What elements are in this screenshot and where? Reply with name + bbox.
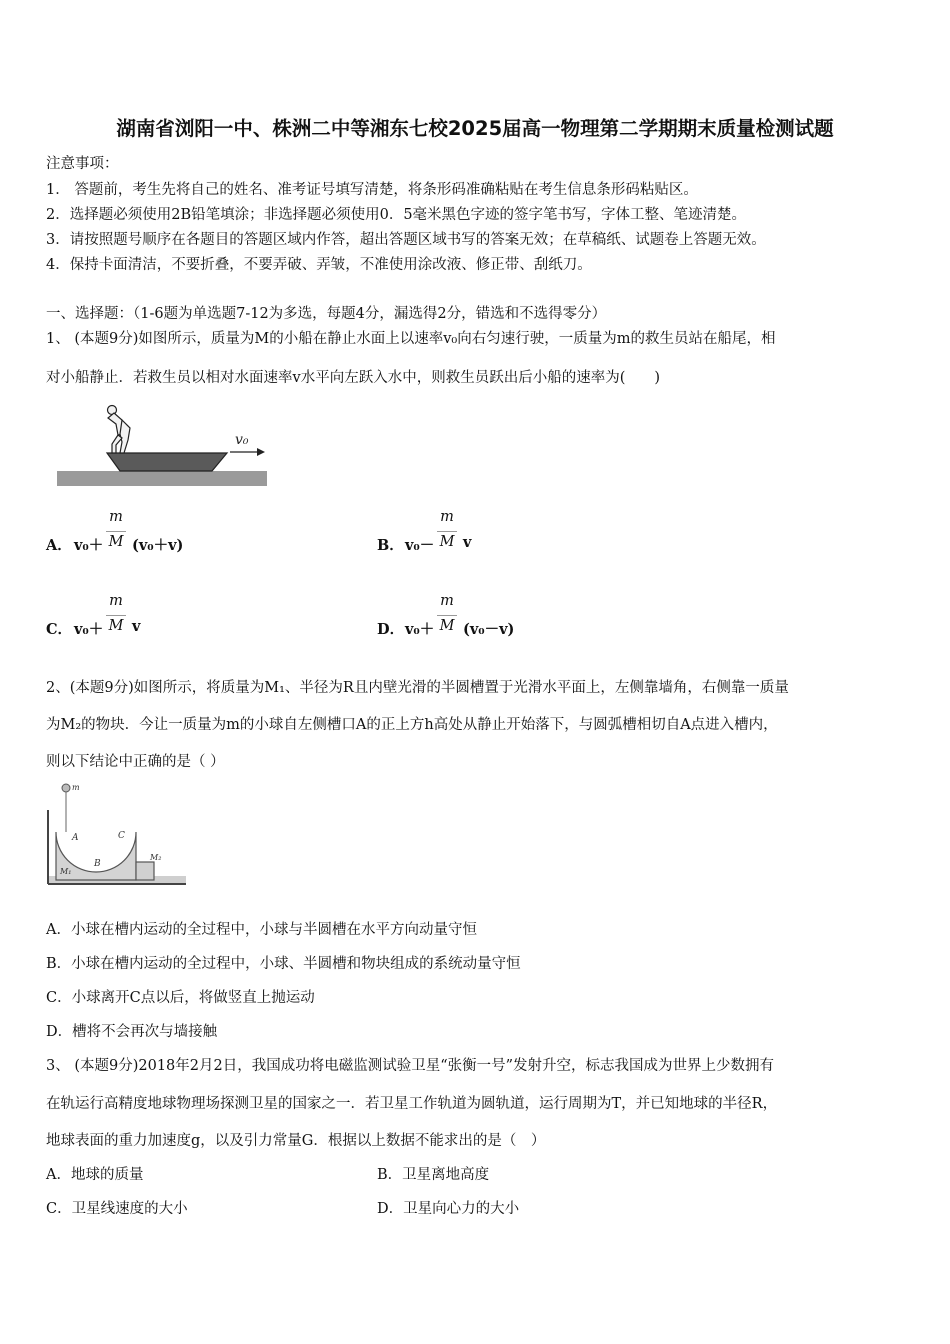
fraction-denominator: M	[108, 534, 124, 550]
option-B-suffix: v	[463, 534, 472, 551]
label-M1: M₁	[60, 867, 72, 876]
page-title: 湖南省浏阳一中、株洲二中等湘东七校2025届高一物理第二学期期末质量检测试题	[116, 117, 834, 140]
question-1-line: 1、 (本题9分)如图所示，质量为M的小船在静止水面上以速率v₀向右匀速行驶，一质量为m的救生员站在船尾，相	[46, 331, 776, 347]
notice-item: 1． 答题前，考生先将自己的姓名、准考证号填写清楚，将条形码准确粘贴在考生信息条形码粘贴区。	[46, 182, 698, 198]
label-A: A	[72, 833, 79, 843]
label-m: m	[72, 783, 80, 792]
question-3-option-C: C．卫星线速度的大小	[46, 1201, 188, 1217]
question-2-line: 为M₂的物块．今让一质量为m的小球自左侧槽口A的正上方h高处从静止开始落下，与圆弧槽相切自A点进入槽内，	[46, 717, 778, 733]
question-2-option: D．槽将不会再次与墙接触	[46, 1024, 218, 1040]
ball	[62, 784, 70, 792]
label-M2: M₂	[150, 853, 162, 862]
option-A-letter: A．	[46, 537, 72, 554]
question-2-option: B．小球在槽内运动的全过程中，小球、半圆槽和物块组成的系统动量守恒	[46, 956, 521, 972]
section-heading: 一、选择题：（1-6题为单选题7-12为多选，每题4分，漏选得2分，错选和不选得零分）	[46, 306, 607, 322]
option-D-suffix: (v₀－v)	[463, 621, 515, 638]
notice-item: 4．保持卡面清洁，不要折叠，不要弄破、弄皱，不准使用涂改液、修正带、刮纸刀。	[46, 257, 592, 273]
boat-figure	[52, 398, 272, 490]
fraction-bar	[437, 531, 457, 532]
boat	[107, 453, 227, 471]
fraction-numerator: m	[440, 509, 454, 525]
option-A-prefix: v₀＋	[74, 537, 104, 554]
notice-item: 2．选择题必须使用2B铅笔填涂；非选择题必须使用0．5毫米黑色字迹的签字笔书写，字体工整、笔迹清楚。	[46, 207, 747, 223]
question-3-option-D: D．卫星向心力的大小	[377, 1201, 520, 1217]
option-C-fraction	[104, 593, 128, 639]
question-2-line: 2、(本题9分)如图所示，将质量为M₁、半径为R且内壁光滑的半圆槽置于光滑水平面上，左侧靠墙角，右侧靠一质量	[46, 680, 789, 696]
fraction-bar	[437, 615, 457, 616]
option-D-prefix: v₀＋	[405, 621, 435, 638]
trough-figure	[44, 780, 190, 888]
fraction-denominator: M	[439, 618, 455, 634]
rescuer-figure	[108, 406, 131, 454]
option-C-letter: C．	[46, 621, 73, 638]
arrow-head	[257, 448, 265, 456]
label-C: C	[118, 831, 125, 841]
fraction-numerator: m	[109, 593, 123, 609]
fraction-numerator: m	[440, 593, 454, 609]
option-A-fraction	[104, 509, 128, 555]
question-3-line: 在轨运行高精度地球物理场探测卫星的国家之一．若卫星工作轨道为圆轨道，运行周期为T，并已知地球的半径R，	[46, 1096, 778, 1112]
question-2-option: A．小球在槽内运动的全过程中，小球与半圆槽在水平方向动量守恒	[46, 922, 477, 938]
option-D-fraction	[435, 593, 459, 639]
fraction-numerator: m	[109, 509, 123, 525]
label-B: B	[94, 859, 101, 869]
option-A-suffix: (v₀＋v)	[132, 537, 184, 554]
question-3-line: 地球表面的重力加速度g，以及引力常量G．根据以上数据不能求出的是（ ）	[46, 1133, 546, 1149]
question-1-line: 对小船静止．若救生员以相对水面速率v水平向左跃入水中，则救生员跃出后小船的速率为( )	[46, 370, 661, 386]
option-B-fraction	[435, 509, 459, 555]
question-3-line: 3、 (本题9分)2018年2月2日，我国成功将电磁监测试验卫星“张衡一号”发射升空，标志我国成为世界上少数拥有	[46, 1058, 775, 1074]
question-2-option: C．小球离开C点以后，将做竖直上抛运动	[46, 990, 315, 1006]
fraction-denominator: M	[439, 534, 455, 550]
block-m2	[136, 862, 154, 880]
option-D-letter: D．	[377, 621, 405, 638]
water-surface	[57, 471, 267, 486]
velocity-label: v₀	[235, 432, 249, 448]
option-C-prefix: v₀＋	[74, 621, 104, 638]
fraction-bar	[106, 531, 126, 532]
option-B-prefix: v₀－	[405, 537, 435, 554]
notice-item: 3．请按照题号顺序在各题目的答题区域内作答，超出答题区域书写的答案无效；在草稿纸、试题卷上答题无效。	[46, 232, 766, 248]
question-2-line: 则以下结论中正确的是（ ）	[46, 754, 225, 770]
question-3-option-B: B．卫星离地高度	[377, 1167, 490, 1183]
fraction-bar	[106, 615, 126, 616]
option-C-suffix: v	[132, 618, 141, 635]
option-B-letter: B．	[377, 537, 404, 554]
fraction-denominator: M	[108, 618, 124, 634]
notice-heading: 注意事项：	[46, 156, 119, 172]
question-3-option-A: A．地球的质量	[46, 1167, 144, 1183]
